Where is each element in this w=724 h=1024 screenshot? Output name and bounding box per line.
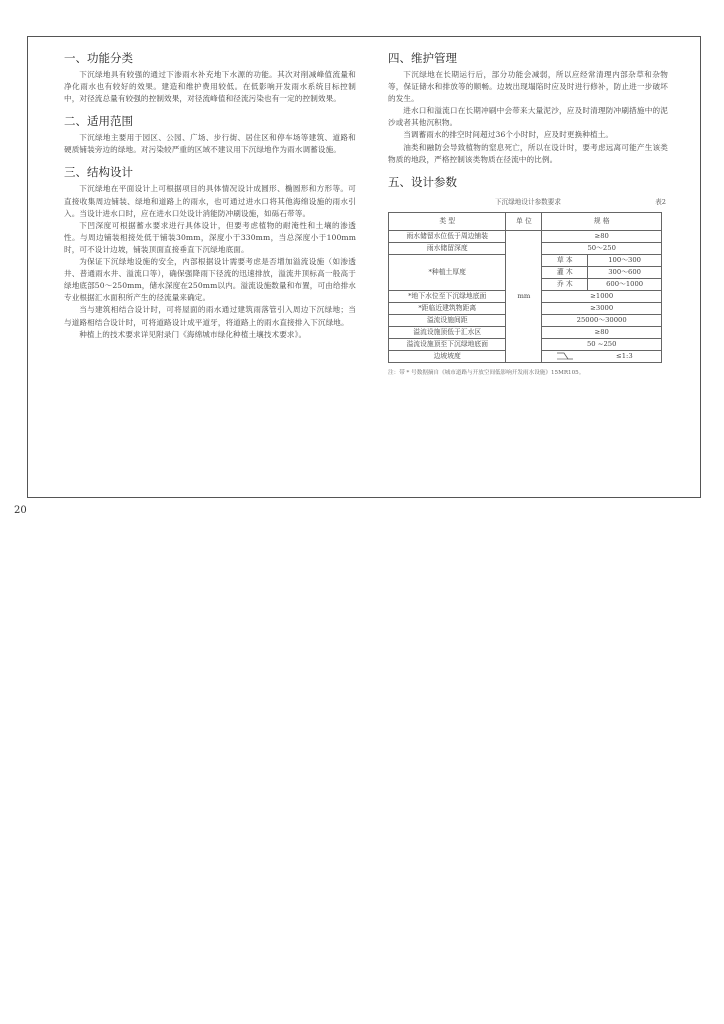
row-value: 25000～30000 [542,314,662,326]
paragraph: 下沉绿地主要用于园区、公园、广场、步行街、居住区和停车场等建筑、道路和硬质铺装旁边的绿地。对污染较严重的区域不建议用下沉绿地作为雨水调蓄设施。 [64,133,356,155]
section-heading: 二、适用范围 [64,114,133,129]
slope-icon [557,352,573,360]
sub-label: 草 本 [542,254,588,266]
paragraph: 下凹深度可根据蓄水要求进行具体设计，但要考虑植物的耐淹性和土壤的渗透性。与周边铺装相接处低于铺装30mm，深度小于330mm，当总深度小于100mm时，可不设计边坡，铺装顶面直接垂直下沉绿地底面。 [64,220,356,254]
row-value: 50～250 [542,242,662,254]
row-label: 边坡坡度 [389,350,506,362]
row-value: ≥80 [542,230,662,242]
section-heading: 一、功能分类 [64,51,133,65]
paragraph: 为保证下沉绿地设施的安全，内部根据设计需要考虑是否增加溢流设施（如渗透井、普通雨水井、溢流口等），确保强降雨下径流的迅速排放，溢流井顶标高一般高于绿地底部50～250mm，储水深度在250mm以内。溢流设施数量和布置，可由给排水专业根据汇水面积所产生的径流量来确定。 [64,257,356,303]
paragraph: 种植上的技术要求详见附录门《海绵城市绿化种植土壤技术要求》。 [79,329,307,339]
row-label: 雨水储留水位低于周边铺装 [389,230,506,242]
paragraph: 当与建筑相结合设计时，可将屋面的雨水通过建筑雨落管引入周边下沉绿地；当与道路相结合设计时，可将道路设计成平道牙，将道路上的雨水直接排入下沉绿地。 [64,305,356,327]
page-frame [27,36,701,498]
section-structure [64,165,356,340]
section-heading: 三、结构设计 [64,165,133,180]
row-label: 溢流设施间距 [389,314,506,326]
section-scope [64,114,356,156]
unit-cell: mm [506,230,542,362]
paragraph: 当调蓄雨水的排空时间超过36个小时时，应及时更换种植土。 [403,130,614,140]
paragraph: 进水口和溢流口在长期冲刷中会带来大量泥沙，应及时清理防冲刷措施中的泥沙或者其他沉积物。 [388,106,668,128]
row-label: 雨水储留深度 [389,242,506,254]
row-value: ≤1:3 [588,350,662,362]
paragraph: 下沉绿地在长期运行后，部分功能会减弱，所以应经常清理内部杂草和杂物等，保证储水和排放等的顺畅。边坡出现塌陷时应及时进行修补，防止进一步破坏的发生。 [388,70,668,104]
header-type: 类 型 [389,212,506,230]
parameters-table [388,212,662,363]
sub-value: 300～600 [588,266,662,278]
paragraph: 下沉绿地具有较强的通过下渗雨水补充地下水源的功能。其次对削减峰值流量和净化雨水也有较好的效果。建造和维护费用较低。在低影响开发雨水系统目标控制中，对径流总量有较强的控制效果，对径流峰值和径流污染也有一定的控制效果。 [64,70,356,104]
page-number: 20 [14,505,27,516]
right-column [388,51,668,385]
table-title: 下沉绿地设计参数要求 [495,197,561,206]
header-spec: 规 格 [542,212,662,230]
table-row [389,230,662,242]
row-value: ≥80 [542,326,662,338]
section-heading: 四、维护管理 [388,51,457,65]
row-value: 50 ~250 [542,338,662,350]
row-value: ≥3000 [542,302,662,314]
left-column [64,51,356,350]
row-label: 溢流设施顶至下沉绿地底面 [389,338,506,350]
header-unit: 单 位 [506,212,542,230]
sub-label: 乔 木 [542,278,588,290]
row-value: ≥1000 [542,290,662,302]
section-parameters [388,175,668,376]
row-label: *种植土厚度 [389,254,506,290]
sub-value: 600～1000 [588,278,662,290]
section-maintenance [388,51,668,166]
row-label: *地下水位至下沉绿地底面 [389,290,506,302]
table-caption [388,196,668,208]
sub-label: 灌 木 [542,266,588,278]
table-header-row [389,212,662,230]
paragraph: 下沉绿地在平面设计上可根据项目的具体情况设计成圆形、椭圆形和方形等。可直接收集周边铺装、绿地和道路上的雨水，也可通过进水口将其他海绵设施的雨水引入。当设计进水口时，应在进水口处设计消能防冲刷设施，如砾石带等。 [64,184,356,218]
slope-icon-cell [542,350,588,362]
paragraph: 油类和融防会导致植物的窒息死亡，所以在设计时，要考虑远离可能产生该类物质的地段，严格控制该类物质在径流中的比例。 [388,142,668,164]
table-number: 表2 [655,197,666,206]
table-note: 注：带 * 号数据摘自《城市道路与开放空间低影响开发雨水设施》15MR105。 [388,369,585,376]
sub-value: 100～300 [588,254,662,266]
section-heading: 五、设计参数 [388,174,457,189]
section-function [64,51,356,105]
row-label: *距临近建筑物距离 [389,302,506,314]
row-label: 溢流设施顶低于汇水区 [389,326,506,338]
